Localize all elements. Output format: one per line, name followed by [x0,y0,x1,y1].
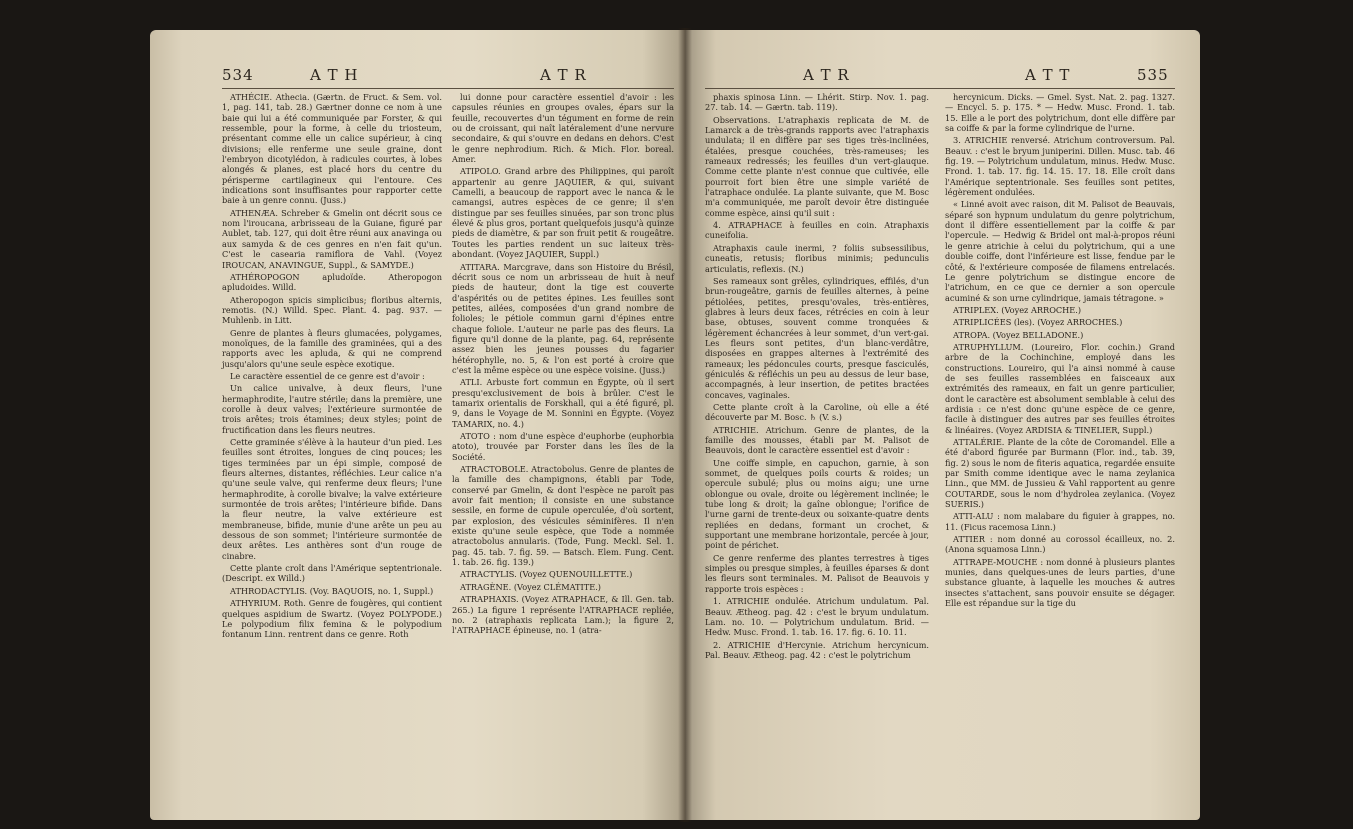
paragraph: ATHYRIUM. Roth. Genre de fougères, qui contient quelques aspidium de Swartz. (Voyez POLYPODE.) Le polypodium filix femina & le polypodium fontanum Linn. rentrent dans ce genre. Roth [222,598,442,640]
paragraph: Ses rameaux sont grêles, cylindriques, effilés, d'un brun-rougeâtre, garnis de feuilles alternes, à peine pétiolées, petites, presqu'ovales, très-entières, glabres à leurs deux faces, rétrécies en coin à leur base, obtuses, souvent comme tronquées & légèrement échancrées à leur sommet, d'un vert-gai. Les fleurs sont petites, d'un blanc-verdâtre, disposées en grappes alternes à l'extrémité des rameaux; les pédoncules courts, presque fasciculés, géniculés & réfléchis un peu au dessus de leur base, accompagnés, à leur insertion, de petites bractées concaves, vaginales. [705,275,929,400]
paragraph: ATTIER : nom donné au corossol écailleux, no. 2. (Anona squamosa Linn.) [945,534,1175,555]
paragraph: 2. ATRICHIE d'Hercynie. Atrichum hercynicum. Pal. Beauv. Ætheog. pag. 42 : c'est le polytrichum [705,639,929,660]
paragraph: Cette plante croît dans l'Amérique septentrionale. (Descript. ex Willd.) [222,563,442,584]
right-running-head: A T R [803,66,850,84]
paragraph: ATRACTOBOLE. Atractobolus. Genre de plantes de la famille des champignons, établi par Tode, conservé par Gmelin, & dont l'espèce ne paroît pas avoir fait mention; il consiste en une substance sessile, en forme de cupule operculée, d'où sortent, par explosion, des vésicules séminifères. Il n'en existe qu'une seule espèce, que Tode a nommée atractobolus annularis. (Tode, Fung. Meckl. Sel. 1. pag. 45. tab. 7. fig. 59. — Batsch. Elem. Fung. Cent. 1. tab. 26. fig. 139.) [452,464,674,568]
right-running-head-right: A T T [1025,66,1071,84]
paragraph: ATOTO : nom d'une espèce d'euphorbe (euphorbia atoto), trouvée par Forster dans les îles de la Société. [452,431,674,462]
paragraph: ATTALÉRIE. Plante de la côte de Coromandel. Elle a été d'abord figurée par Burmann (Flor. ind., tab. 39, fig. 2) sous le nom de fiteris aquatica, regardée ensuite par Smith comme identique avec le nama zeylanica Linn., que MM. de Jussieu & Vahl rapportent au genre COUTARDE, sous le nom d'hydrolea zeylanica. (Voyez SUERIS.) [945,437,1175,510]
book-gutter [678,28,692,822]
paragraph: phaxis spinosa Linn. — Lhérit. Stirp. Nov. 1. pag. 27. tab. 14. — Gærtn. tab. 119). [705,92,929,113]
paragraph: Atheropogon spicis simplicibus; floribus alternis, remotis. (N.) Willd. Spec. Plant. 4. pag. 937. — Muhlenb. in Litt. [222,294,442,326]
right-header-rule [705,88,1175,89]
paragraph: ATTRAPE-MOUCHE : nom donné à plusieurs plantes munies, dans quelques-unes de leurs parties, d'une substance gluante, à laquelle les mouches & autres insectes s'attachent, sans pouvoir ensuite se dégager. Elle est répandue sur la tige du [945,556,1175,609]
paragraph: Une coiffe simple, en capuchon, garnie, à son sommet, de quelques poils courts & roides; un opercule subulé; plus ou moins aigu; une urne oblongue ou ovale, droite ou légèrement inclinée; le tube long & droit; la gaîne oblongue; l'orifice de l'urne garni de trente-deux ou soixante-quatre dents repliées en dedans, formant un crochet, & supportant une membrane horizontale, percée à jour, point de périchet. [705,457,929,551]
paragraph: ATRACTYLIS. (Voyez QUENOUILLETTE.) [460,569,633,580]
paragraph: Atraphaxis caule inermi, ? foliis subsessilibus, cuneatis, retusis; floribus minimis; pedunculis articulatis, reflexis. (N.) [705,242,929,274]
paragraph: ATLI. Arbuste fort commun en Égypte, où il sert presqu'exclusivement de bois à brûler. C'est le tamarix orientalis de Forskhall, qui a été figuré, pl. 9, dans le Voyage de M. Sonnini en Égypte. (Voyez TAMARIX, no. 4.) [452,377,674,429]
paragraph: Cette graminée s'élève à la hauteur d'un pied. Les feuilles sont étroites, longues de cinq pouces; les tiges terminées par un épi simple, composé de fleurs alternes, distantes, réfléchies. Leur calice n'a qu'une seule valve, qui renferme deux fleurs; l'une hermaphrodite, à corolle bivalve; la valve extérieure surmontée de trois arêtes; l'intérieure bifide. Dans la fleur neutre, la valve extérieure est membraneuse, bifide, munie d'une arête un peu au dessous de son sommet; l'intérieure surmontée de deux arêtes. Les anthères sont d'un rouge de cinabre. [222,437,442,561]
paragraph: Cette plante croît à la Caroline, où elle a été découverte par M. Bosc. ♄ (V. s.) [705,401,929,423]
paragraph: « Linné avoit avec raison, dit M. Palisot de Beauvais, séparé son hypnum undulatum du genre polytrichum, dont il diffère essentiellement par la coiffe & par l'opercule. — Hedwig & Bridel ont mal-à-propos réuni le genre atrichie à celui du polytrichum, qui a une double coiffe, dont l'inférieure est lisse, fendue par le côté, & l'extérieure composée de filamens entrelacés. Le genre polytrichum se distingue encore de l'atrichum, en ce que ce dernier a son opercule acuminé & son urne cylindrique, jamais tétragone. » [945,199,1175,303]
left-running-head: A T H [310,66,359,84]
paragraph: ATRIPLICÉES (les). (Voyez ARROCHES.) [953,317,1123,328]
paragraph: Observations. L'atraphaxis replicata de M. de Lamarck a de très-grands rapports avec l'atraphaxis undulata; il en diffère par ses tiges très-inclinées, étalées, presque couchées, très-rameuses; les rameaux redressés; les feuilles d'un vert-glauque. Comme cette plante n'est connue que cultivée, elle pourroit fort bien être une simple variété de l'atraphace ondulée. La plante suivante, que M. Bosc m'a communiquée, me paroît devoir être distinguée comme espèce, ainsi qu'il suit : [705,114,929,218]
left-page-number: 534 [222,66,254,84]
paragraph: ATRUPHYLLUM. (Loureiro, Flor. cochin.) Grand arbre de la Cochinchine, employé dans les constructions. Loureiro, qui l'a ainsi nommé à cause de ses feuilles rassemblées en faisceaux aux extrémités des rameaux, en fait un genre particulier, dont le caractère est absolument semblable à celui des ardisia : ce n'est donc qu'une espèce de ce genre, facile à distinguer des autres par ses feuilles étroites & linéaires. (Voyez ARDISIA & TINELIER, Suppl.) [945,341,1175,435]
paragraph: lui donne pour caractère essentiel d'avoir : les capsules réunies en groupes ovales, épars sur la feuille, recouvertes d'un tégument en forme de rein ou de croissant, qui naît latéralement d'une nervure secondaire, & qui s'ouvre en dedans en dehors. C'est le genre nephrodium. Rich. & Mich. Flor. boreal. Amer. [452,92,674,165]
paragraph: ATROPA. (Voyez BELLADONE.) [953,329,1084,340]
paragraph: ATHÉROPOGON apludoïde. Atheropogon apludoides. Willd. [222,271,442,293]
paragraph: ATHÉCIE. Athecia. (Gærtn. de Fruct. & Sem. vol. 1, pag. 141, tab. 28.) Gærtner donne ce nom à une baie qui lui a été communiquée par Forster, & qui ressemble, pour la forme, à celle du triosteum, présentant comme elle un calice supérieur, à cinq divisions; elle renferme une seule graine, dont l'embryon dicotylédon, à radicules courtes, à lobes alongés & planes, est placé hors du centre du périsperme cartilagineux qui l'entoure. Ces indications sont insuffisantes pour rapporter cette baie à un genre connu. (Juss.) [222,92,442,206]
paragraph: ATITARA. Marcgrave, dans son Histoire du Brésil, décrit sous ce nom un arbrisseau de huit à neuf pieds de hauteur, dont la tige est couverte d'aspérités ou de petites épines. Les feuilles sont petites, ailées, composées d'un grand nombre de folioles; le pétiole commun garni d'épines entre chaque foliole. L'auteur ne parle pas des fleurs. La figure qu'il donne de la plante, pag. 64, représente assez bien les jeunes pousses du fagarier hétérophylle, no. 5, & l'on est porté à croire que c'est la même espèce ou une espèce voisine. (Juss.) [452,261,674,375]
paragraph: 1. ATRICHIE ondulée. Atrichum undulatum. Pal. Beauv. Ætheog. pag. 42 : c'est le bryum undulatum. Lam. no. 10. — Polytrichum undulatum. Brid. — Hedw. Musc. Frond. 1. tab. 16. 17. fig. 6. 10. 11. [705,596,929,638]
paragraph: ATTI-ALU : nom malabare du figuier à grappes, no. 11. (Ficus racemosa Linn.) [945,511,1175,532]
left-page [150,30,685,820]
paragraph: Le caractère essentiel de ce genre est d'avoir : [230,370,425,381]
paragraph: ATRAGÈNE. (Voyez CLÉMATITE.) [460,581,601,592]
left-header-rule [222,88,674,89]
paragraph: ATHENÆA. Schreber & Gmelin ont décrit sous ce nom l'iroucana, arbrisseau de la Guiane, figuré par Aublet, tab. 127, qui doit être réuni aux anavinga ou aux samyda & de ces genres en n'en fait qu'un. C'est le casearia ramiflora de Vahl. (Voyez IROUCAN, ANAVINGUE, Suppl., & SAMYDE.) [222,207,442,270]
paragraph: 3. ATRICHIE renversé. Atrichum controversum. Pal. Beauv. : c'est le bryum juniperini. Dillen. Musc. tab. 46 fig. 19. — Polytrichum undulatum, minus. Hedw. Musc. Frond. 1. tab. 17. fig. 14. 15. 17. 18. Elle croît dans l'Amérique septentrionale. Ses feuilles sont petites, légèrement ondulées. [945,135,1175,198]
paragraph: Ce genre renferme des plantes terrestres à tiges simples ou presque simples, à feuilles éparses & dont les fleurs sont terminales. M. Palisot de Beauvois y rapporte trois espèces : [705,552,929,594]
paragraph: ATRIPLEX. (Voyez ARROCHE.) [953,304,1082,315]
paragraph: Un calice univalve, à deux fleurs, l'une hermaphrodite, l'autre stérile; dans la première, une corolle à deux valves; l'extérieure surmontée de trois arêtes; trois étamines; deux styles; point de fructification dans les fleurs neutres. [222,383,442,435]
right-page-number: 535 [1137,66,1169,84]
paragraph: ATRICHIE. Atrichum. Genre de plantes, de la famille des mousses, établi par M. Palisot de Beauvois, dont le caractère essentiel est d'avoir : [705,424,929,456]
paragraph: Genre de plantes à fleurs glumacées, polygames, monoïques, de la famille des graminées, qui a des rapports avec les apluda, & qui ne comprend jusqu'alors qu'une seule espèce exotique. [222,327,442,369]
paragraph: 4. ATRAPHACE à feuilles en coin. Atraphaxis cuneifolia. [705,220,929,241]
right-column-1 [705,92,929,662]
paragraph: ATIPOLO. Grand arbre des Philippines, qui paroît appartenir au genre JAQUIER, & qui, suivant Camelli, a beaucoup de rapport avec le nanca & le camangsi, autres espèces de ce genre; il s'en distingue par ses feuilles sinuées, par son tronc plus élevé & plus gros, portant quelquefois jusqu'à quinze pieds de diamètre, & par son fruit petit & rougeâtre. Toutes les parties rendent un suc laiteux très-abondant. (Voyez JAQUIER, Suppl.) [452,166,674,260]
right-page [685,30,1200,820]
paragraph: ATRAPHAXIS. (Voyez ATRAPHACE, & Ill. Gen. tab. 265.) La figure 1 représente l'ATRAPHACE repliée, no. 2 (atraphaxis replicata Lam.); la figure 2, l'ATRAPHACE épineuse, no. 1 (atra- [452,594,674,636]
left-column-2 [452,92,674,638]
left-running-head-right: A T R [540,66,587,84]
paragraph: hercynicum. Dicks. — Gmel. Syst. Nat. 2. pag. 1327. — Encycl. 5. p. 175. * — Hedw. Musc. Frond. 1. tab. 15. Elle a le port des polytrichum, dont elle diffère par sa coiffe & par la forme cylindrique de l'urne. [945,92,1175,134]
left-column-1 [222,92,442,642]
paragraph: ATHRODACTYLIS. (Voy. BAQUOIS, no. 1, Suppl.) [230,585,434,596]
right-column-2 [945,92,1175,611]
